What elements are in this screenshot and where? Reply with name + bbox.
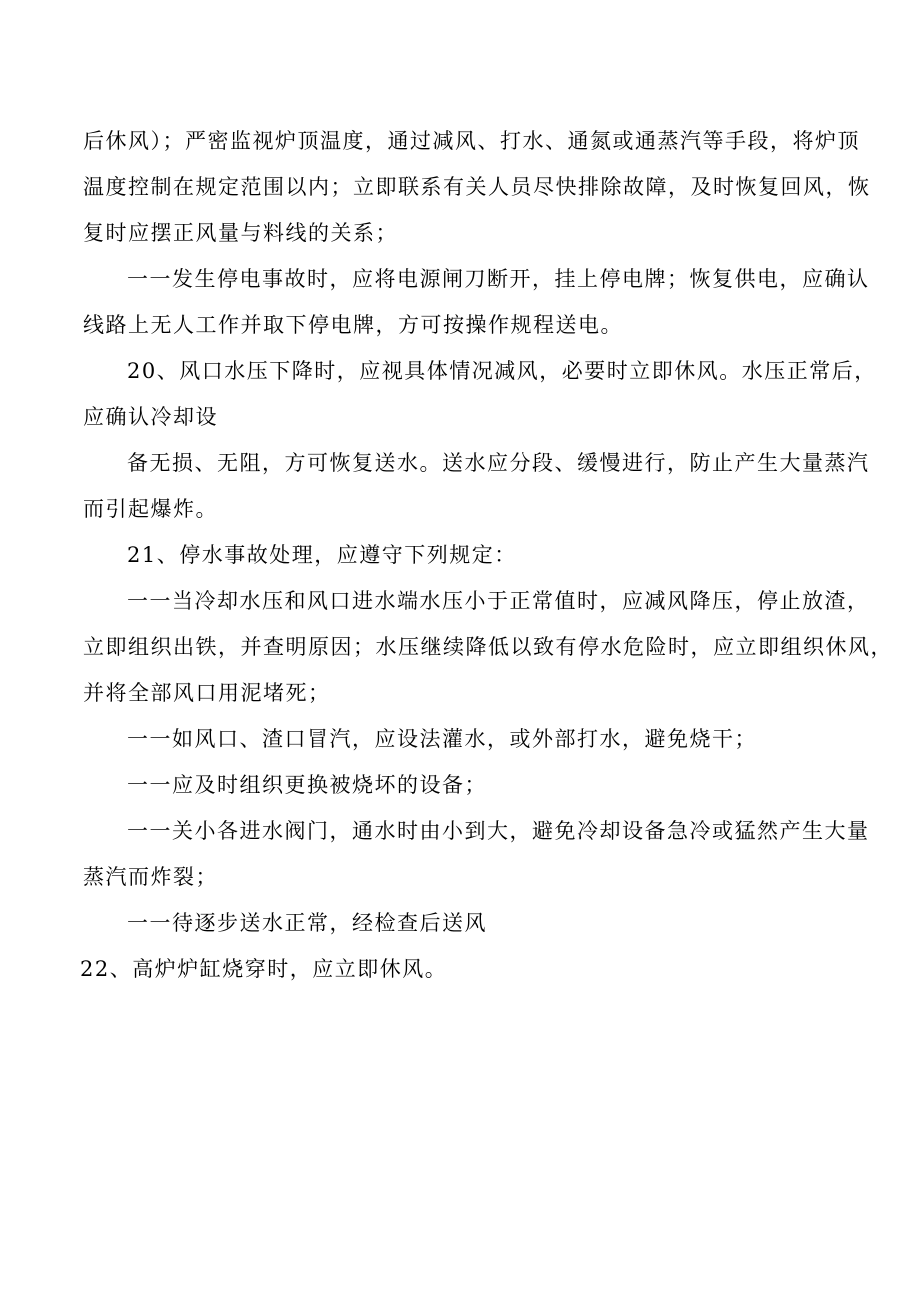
text-line: 温度控制在规定范围以内；立即联系有关人员尽快排除故障，及时恢复回风，恢 [83, 175, 871, 199]
text-line: 后休风）；严密监视炉顶温度，通过减风、打水、通氮或通蒸汽等手段，将炉顶 [83, 129, 860, 153]
text-line: 22、高炉炉缸烧穿时，应立即休风。 [80, 957, 448, 981]
text-line: 一一发生停电事故时，应将电源闸刀断开，挂上停电牌；恢复供电，应确认 [127, 267, 870, 291]
text-line: 备无损、无阻，方可恢复送水。送水应分段、缓慢进行，防止产生大量蒸汽 [127, 451, 870, 475]
text-line: 并将全部风口用泥堵死； [83, 681, 331, 705]
text-line: 一一关小各进水阀门，通水时由小到大，避免冷却设备急冷或猛然产生大量 [127, 819, 870, 843]
text-line: 而引起爆炸。 [83, 497, 218, 521]
text-line: 立即组织出铁，并查明原因；水压继续降低以致有停水危险时，应立即组织休风， [83, 635, 893, 659]
text-line: 蒸汽而炸裂； [83, 865, 218, 889]
text-line: 20、风口水压下降时，应视具体情况减风，必要时立即休风。水压正常后， [127, 359, 877, 383]
text-line: 一一待逐步送水正常，经检查后送风 [127, 911, 487, 935]
text-line: 线路上无人工作并取下停电牌，方可按操作规程送电。 [83, 313, 623, 337]
text-line: 一一当冷却水压和风口进水端水压小于正常值时，应减风降压，停止放渣， [127, 589, 870, 613]
text-line: 21、停水事故处理，应遵守下列规定： [127, 543, 517, 567]
text-line: 一一如风口、渣口冒汽，应设法灌水，或外部打水，避免烧干； [127, 727, 757, 751]
text-line: 一一应及时组织更换被烧坏的设备； [127, 773, 487, 797]
text-line: 复时应摆正风量与料线的关系； [83, 221, 398, 245]
document-body [80, 118, 893, 992]
text-line: 应确认冷却设 [83, 405, 218, 429]
